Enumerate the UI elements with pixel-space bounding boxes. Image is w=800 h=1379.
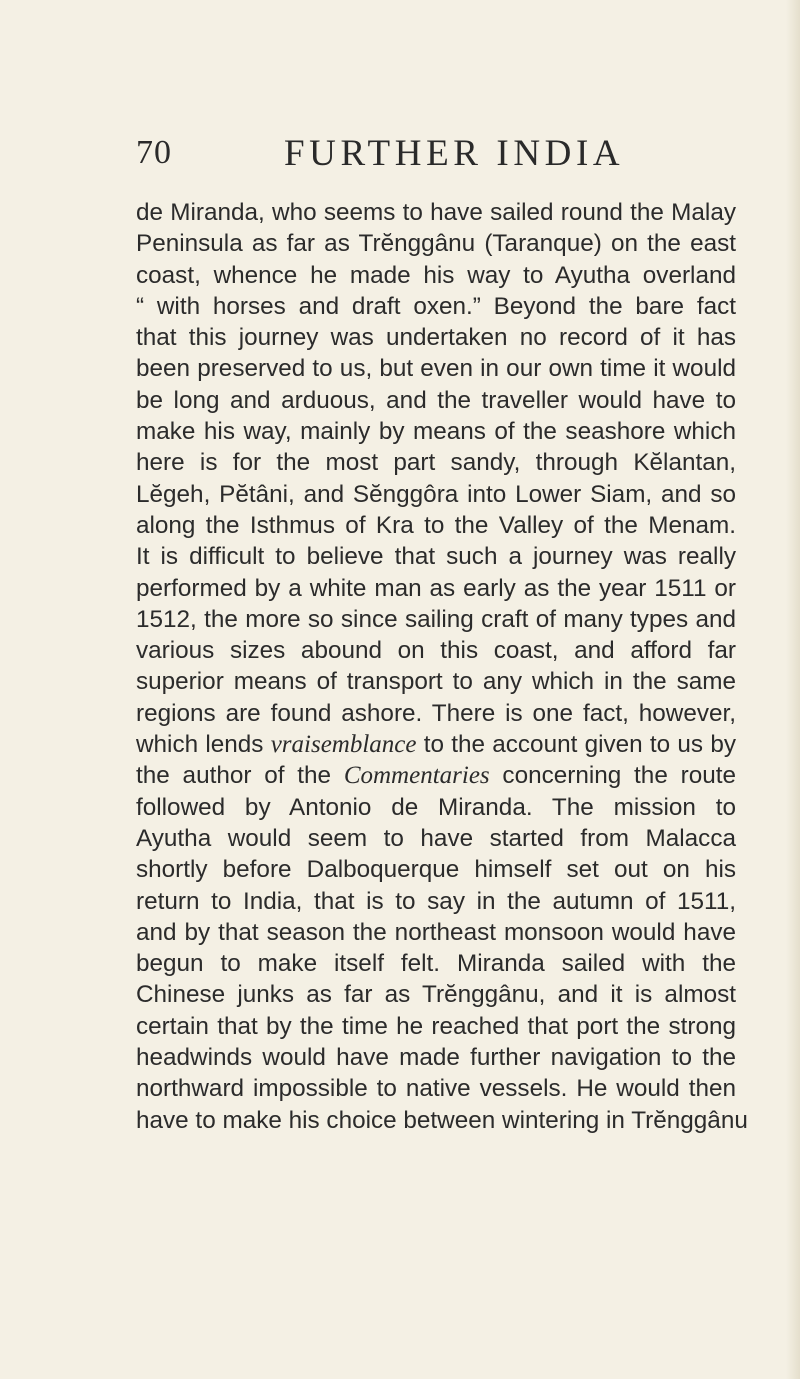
text-line: make his way, mainly by means of the seashore which bbox=[136, 418, 736, 446]
text-run: the author of the bbox=[136, 762, 344, 790]
body-text bbox=[136, 197, 748, 1136]
text-line: certain that by the time he reached that port the strong bbox=[136, 1012, 736, 1040]
text-line: Ayutha would seem to have started from Malacca bbox=[136, 824, 736, 852]
text-line: return to India, that is to say in the autumn of 1511, bbox=[136, 887, 736, 915]
text-line: shortly before Dalboquerque himself set out on his bbox=[136, 856, 736, 884]
text-line bbox=[136, 729, 736, 760]
text-line: Chinese junks as far as Trĕnggânu, and it is almost bbox=[136, 981, 736, 1009]
page-edge-shadow bbox=[786, 0, 800, 1379]
text-line: here is for the most part sandy, through Kĕlantan, bbox=[136, 449, 736, 477]
text-run: to the account given to us by bbox=[416, 731, 736, 759]
text-line: be long and arduous, and the traveller would have to bbox=[136, 386, 736, 414]
page-number: 70 bbox=[136, 134, 172, 171]
text-line: northward impossible to native vessels. He would then bbox=[136, 1075, 736, 1103]
italic-title: Commentaries bbox=[343, 762, 490, 790]
text-line: begun to make itself felt. Miranda sailed with the bbox=[136, 950, 736, 978]
text-line: and by that season the northeast monsoon would have bbox=[136, 918, 736, 946]
text-run: concerning the route bbox=[489, 762, 736, 790]
text-line: have to make his choice between wintering in Trĕnggânu bbox=[136, 1106, 748, 1134]
text-line: regions are found ashore. There is one fact, however, bbox=[136, 699, 736, 727]
text-line: various sizes abound on this coast, and afford far bbox=[136, 637, 736, 665]
text-line: followed by Antonio de Miranda. The mission to bbox=[136, 793, 736, 821]
text-line: Lĕgeh, Pĕtâni, and Sĕnggôra into Lower Siam, and so bbox=[136, 480, 736, 508]
text-line: 1512, the more so since sailing craft of many types and bbox=[136, 605, 736, 633]
running-title: FURTHER INDIA bbox=[284, 133, 625, 174]
text-line: performed by a white man as early as the year 1511 or bbox=[136, 574, 736, 602]
text-line: coast, whence he made his way to Ayutha overland bbox=[136, 261, 736, 289]
text-line bbox=[136, 760, 736, 791]
text-line: superior means of transport to any which in the same bbox=[136, 668, 736, 696]
text-line: been preserved to us, but even in our own time it would bbox=[136, 355, 736, 383]
text-line: It is difficult to believe that such a journey was really bbox=[136, 543, 736, 571]
text-line: “ with horses and draft oxen.” Beyond the bare fact bbox=[136, 292, 736, 320]
text-line: Peninsula as far as Trĕnggânu (Taranque) on the east bbox=[136, 230, 736, 258]
text-run: which lends bbox=[136, 731, 271, 759]
text-line: along the Isthmus of Kra to the Valley of the Menam. bbox=[136, 511, 736, 539]
text-line: that this journey was undertaken no record of it has bbox=[136, 324, 736, 352]
page-header bbox=[136, 132, 636, 176]
text-line: headwinds would have made further navigation to the bbox=[136, 1044, 736, 1072]
italic-term: vraisemblance bbox=[270, 731, 417, 759]
text-line: de Miranda, who seems to have sailed round the Malay bbox=[136, 199, 736, 226]
